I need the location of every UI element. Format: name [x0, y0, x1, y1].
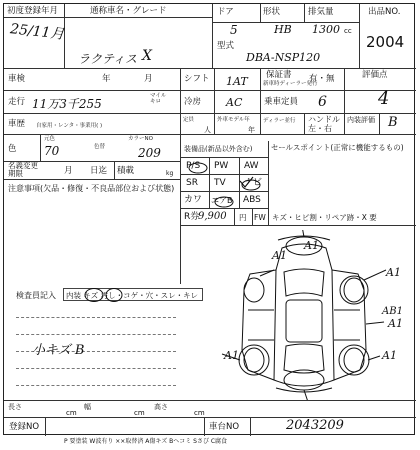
color-label: 色: [8, 144, 17, 154]
displacement-label: 排気量: [308, 7, 334, 17]
capacity-label: 定員: [183, 117, 195, 123]
handle-value: 左・右: [308, 124, 332, 133]
fw-label: FW: [254, 213, 266, 222]
equip-aw: AW: [244, 161, 259, 171]
defect-legend: キズ・ヒビ割・リペア跡・X 要: [272, 213, 377, 222]
aircon-label: 冷房: [184, 97, 202, 107]
handle-label: ハンドル: [308, 115, 340, 124]
damage-mark-rear-right: A1: [382, 349, 397, 362]
inspector-label: 検査員記入: [16, 291, 56, 300]
capacity-unit: 人: [204, 126, 211, 134]
aircon-value: AC: [226, 96, 243, 109]
equip-airbag: エアB: [211, 196, 233, 205]
damage-mark-front-right: A1: [386, 266, 401, 279]
shaken-label: 車検: [8, 74, 26, 84]
name-label: 通称車名・グレード: [90, 6, 167, 16]
chassis-value: 2043209: [286, 418, 344, 433]
equipment-label: 装備品(新品以外含む): [184, 145, 253, 153]
footer-legend: P 要塗装 W波有り ××取替済 A傷キズ Bヘコミ Sさび C腐食: [64, 438, 228, 445]
length-label: 長さ: [8, 403, 22, 411]
score-label: 評価点: [362, 70, 388, 80]
height-unit: cm: [194, 409, 205, 417]
damage-mark-rear-left: A1: [224, 349, 239, 362]
color-orig-label: 元色: [44, 136, 56, 142]
history-label: 車歴: [8, 119, 26, 129]
width-label: 幅: [84, 403, 91, 411]
loading-unit: kg: [166, 170, 174, 177]
rename-month: 月: [64, 166, 73, 176]
color-no-label: カラーNO: [128, 136, 153, 142]
name-value: ラクティス: [78, 52, 138, 66]
chassis-label: 車台NO: [209, 422, 240, 432]
displacement-value: 1300: [312, 23, 340, 36]
recycle-label: R券: [184, 212, 200, 222]
equipment-check-marks: [180, 157, 270, 209]
first-reg-label: 初度登録年月: [7, 6, 59, 16]
mileage-value: 11万3千255: [32, 97, 102, 111]
height-label: 高さ: [154, 403, 168, 411]
warranty-sub: 新車時ディーラー発行: [263, 81, 318, 87]
equip-pw: PW: [214, 161, 229, 171]
dealer-label: ディラー並行: [263, 118, 296, 124]
lot-label: 出品NO.: [368, 7, 401, 17]
shift-value: 1AT: [226, 75, 248, 88]
loading-label: 積載: [117, 166, 135, 176]
notes-label: 注意事項(欠品・修復・不良品部位および状態): [8, 184, 175, 193]
inspection-sheet: [3, 3, 415, 435]
sales-point-label: セールスポイント(正常に機能するもの): [271, 143, 404, 152]
shaken-month: 月: [144, 74, 153, 84]
seats-label: 乗車定員: [264, 97, 299, 107]
mileage-unit: マイル キロ: [150, 93, 167, 105]
shape-value: HB: [274, 23, 292, 36]
inspector-tags: 内装 キズ 汚し・コゲ・穴・スレ・キレ: [66, 291, 199, 300]
damage-mark-right-door: AB1: [382, 306, 403, 317]
lot-value: 2004: [366, 33, 405, 51]
car-diagram: [204, 230, 404, 400]
shift-label: シフト: [184, 74, 210, 84]
warranty-options: 有・無: [309, 74, 335, 84]
rename-day: 日迄: [90, 166, 108, 176]
color-no-value: 209: [138, 146, 161, 160]
equip-abs: ABS: [243, 195, 261, 205]
import-unit: 年: [248, 126, 255, 134]
equip-navi: ナビ: [244, 178, 263, 188]
damage-mark-right-side: A1: [388, 317, 403, 330]
model-value: DBA-NSP120: [246, 51, 321, 64]
recycle-value: 9,900: [198, 211, 227, 222]
equip-sr: SR: [186, 178, 198, 188]
score-value: 4: [378, 88, 390, 109]
interior-label: 内装評価: [347, 116, 375, 124]
color-change-label: 色替: [94, 144, 106, 150]
door-label: ドア: [217, 7, 234, 17]
import-label: 外車モデル年: [217, 117, 250, 123]
interior-value: B: [388, 115, 398, 130]
warranty-label: 保証書: [266, 70, 292, 80]
equip-leather: カワ: [184, 195, 203, 205]
history-options: 自家用・レンタ・事業用( ): [36, 123, 103, 129]
shape-label: 形状: [263, 7, 281, 17]
name-mark: X: [142, 48, 152, 64]
rename-label: 名義変更期限: [8, 161, 38, 178]
recycle-unit: 円: [239, 213, 247, 222]
damage-mark-front: A1: [304, 239, 319, 252]
equip-tv: TV: [214, 178, 226, 188]
mileage-label: 走行: [8, 97, 26, 107]
displacement-unit: cc: [344, 27, 352, 35]
width-unit: cm: [134, 409, 145, 417]
model-label: 型式: [217, 41, 235, 51]
damage-mark-front-left: A1: [272, 249, 287, 262]
reg-label: 登録NO: [9, 422, 40, 432]
inspector-tag-circles: [84, 286, 124, 304]
length-unit: cm: [66, 409, 77, 417]
inspector-note: 小キズ B: [32, 343, 85, 358]
shaken-year: 年: [102, 74, 111, 84]
equip-ps: P/S: [186, 161, 201, 171]
first-reg-value: 25/11月: [9, 21, 66, 43]
color-orig-value: 70: [44, 144, 60, 158]
door-value: 5: [230, 23, 238, 37]
seats-value: 6: [318, 94, 327, 110]
